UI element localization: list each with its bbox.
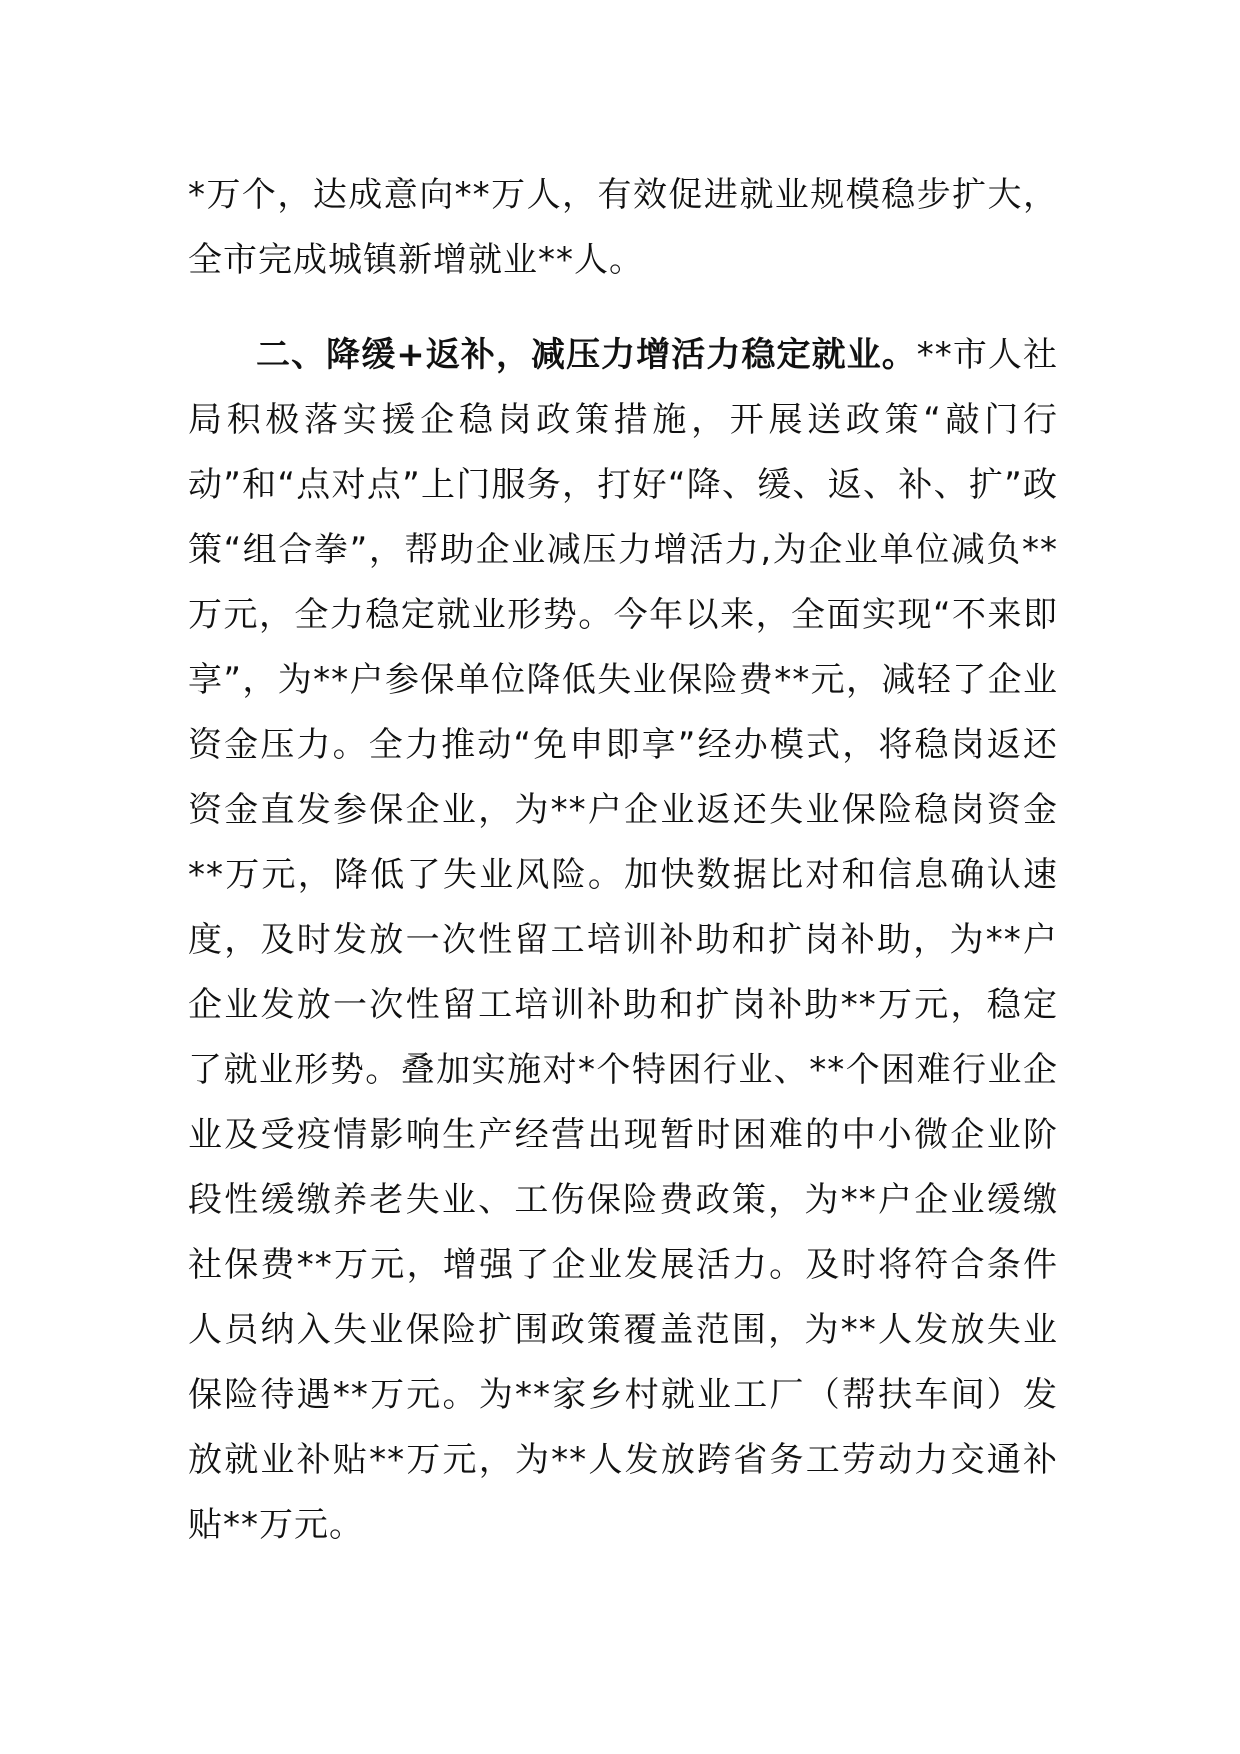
section-heading: 二、降缓+返补，减压力增活力稳定就业。 (256, 335, 917, 375)
paragraph-employment-results (188, 163, 1058, 293)
paragraph-stabilize-employment (188, 323, 1058, 1558)
paragraph-text: *万个，达成意向**万人，有效促进就业规模稳步扩大，全市完成城镇新增就业**人。 (188, 175, 1058, 280)
paragraph-body: **市人社局积极落实援企稳岗政策措施，开展送政策“敲门行动”和“点对点”上门服务，打好“降、缓、返、补、扩”政策“组合拳”，帮助企业减压力增活力,为企业单位减负**万元，全力稳定就业形势。今年以来，全面实现“不来即享”，为**户参保单位降低失业保险费**元，减轻了企业资金压力。全力推动“免申即享”经办模式，将稳岗返还资金直发参保企业，为**户企业返还失业保险稳岗资金**万元，降低了失业风险。加快数据比对和信息确认速度，及时发放一次性留工培训补助和扩岗补助，为**户企业发放一次性留工培训补助和扩岗补助**万元，稳定了就业形势。叠加实施对*个特困行业、**个困难行业企业及受疫情影响生产经营出现暂时困难的中小微企业阶段性缓缴养老失业、工伤保险费政策，为**户企业缓缴社保费**万元，增强了企业发展活力。及时将符合条件人员纳入失业保险扩围政策覆盖范围，为**人发放失业保险待遇**万元。为**家乡村就业工厂（帮扶车间）发放就业补贴**万元，为**人发放跨省务工劳动力交通补贴**万元。 (188, 335, 1059, 1545)
